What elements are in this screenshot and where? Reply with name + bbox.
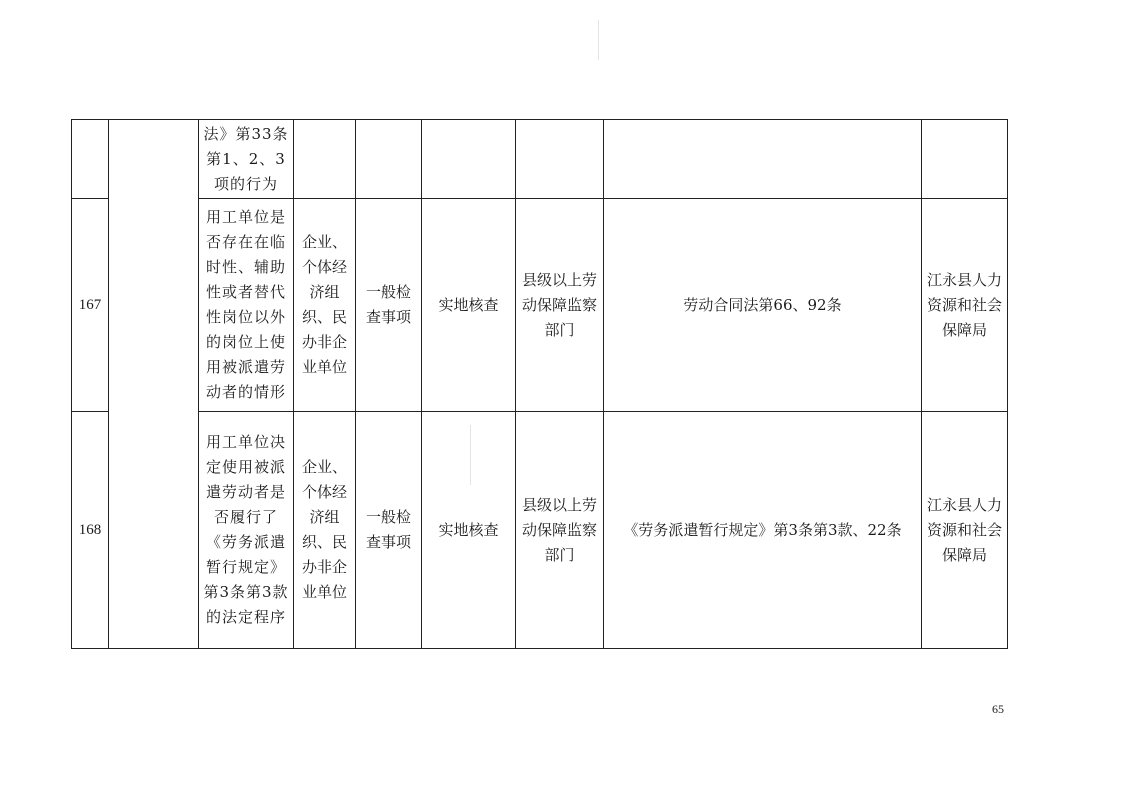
cell-object: 企业、个体经济组织、民办非企业单位 [294,199,356,412]
cell-item: 用工单位决定使用被派遣劳动者是否履行了《劳务派遣暂行规定》第3条第3款的法定程序 [199,412,294,649]
cell-basis: 《劳务派遣暂行规定》第3条第3款、22条 [604,412,922,649]
cell-object [294,120,356,199]
table-row [72,412,1008,649]
cell-method: 实地核查 [422,412,516,649]
cell-item: 法》第33条第1、2、3项的行为 [199,120,294,199]
cell-no [72,120,109,199]
cell-subject: 县级以上劳动保障监察部门 [516,412,604,649]
cell-type: 一般检查事项 [356,199,422,412]
cell-agency [922,120,1008,199]
cell-no: 167 [72,199,109,412]
cell-type [356,120,422,199]
table-row-continued [72,120,1008,199]
table-row [72,199,1008,412]
cell-agency: 江永县人力资源和社会保障局 [922,412,1008,649]
cell-basis [604,120,922,199]
cell-agency: 江永县人力资源和社会保障局 [922,199,1008,412]
scan-artifact-line [598,20,599,60]
cell-no: 168 [72,412,109,649]
cell-method [422,120,516,199]
page-number: 65 [992,702,1004,716]
cell-object: 企业、个体经济组织、民办非企业单位 [294,412,356,649]
cell-category-merged [109,120,199,649]
cell-item: 用工单位是否存在在临时性、辅助性或者替代性岗位以外的岗位上使用被派遣劳动者的情形 [199,199,294,412]
inspection-items-table [71,119,1008,649]
cell-basis: 劳动合同法第66、92条 [604,199,922,412]
cell-subject [516,120,604,199]
cell-subject: 县级以上劳动保障监察部门 [516,199,604,412]
cell-method: 实地核查 [422,199,516,412]
cell-type: 一般检查事项 [356,412,422,649]
